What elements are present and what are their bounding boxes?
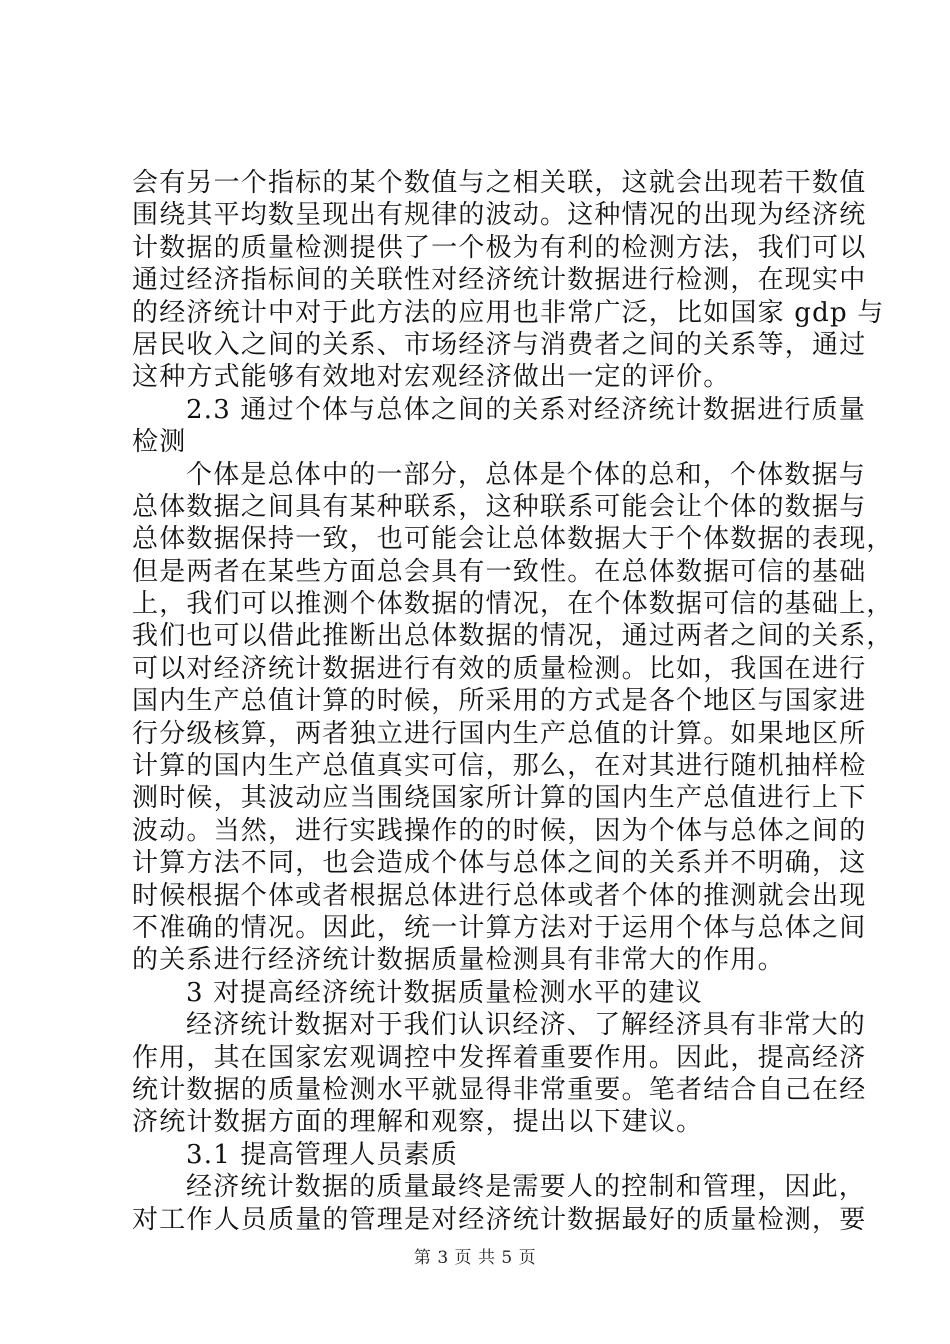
text-line: 不准确的情况。因此，统一计算方法对于运用个体与总体之间 — [132, 912, 867, 943]
text-line: 的关系进行经济统计数据质量检测具有非常大的作用。 — [132, 945, 785, 976]
page-footer — [0, 1243, 950, 1268]
text-line: 通过经济指标间的关联性对经济统计数据进行检测，在现实中 — [132, 265, 867, 296]
text-line: 可以对经济统计数据进行有效的质量检测。比如，我国在进行 — [132, 653, 867, 684]
text-line: 会有另一个指标的某个数值与之相关联，这就会出现若干数值 — [132, 168, 867, 198]
text-line: 但是两者在某些方面总会具有一致性。在总体数据可信的基础 — [132, 556, 867, 587]
text-line: 计数据的质量检测提供了一个极为有利的检测方法，我们可以 — [132, 232, 867, 263]
section-heading-2-3-cont: 检测 — [132, 427, 187, 458]
text-line: 总体数据保持一致，也可能会让总体数据大于个体数据的表现， — [132, 524, 894, 555]
text-line: 波动。当然，进行实践操作的的时候，因为个体与总体之间的 — [132, 815, 867, 846]
text-line: 围绕其平均数呈现出有规律的波动。这种情况的出现为经济统 — [132, 200, 867, 231]
text-line: 经济统计数据对于我们认识经济、了解经济具有非常大的 — [186, 1010, 867, 1041]
document-body — [132, 167, 894, 1236]
text-line: 经济统计数据的质量最终是需要人的控制和管理，因此， — [186, 1172, 867, 1203]
text-line: 行分级核算，两者独立进行国内生产总值的计算。如果地区所 — [132, 718, 867, 749]
text-line: 统计数据的质量检测水平就显得非常重要。笔者结合自己在经 — [132, 1074, 867, 1105]
page-number-label: 第 3 页 共 5 页 — [413, 1248, 537, 1268]
text-line: 我们也可以借此推断出总体数据的情况，通过两者之间的关系， — [132, 621, 894, 652]
text-line: 时候根据个体或者根据总体进行总体或者个体的推测就会出现 — [132, 880, 867, 911]
text-line: 的经济统计中对于此方法的应用也非常广泛，比如国家 gdp 与 — [132, 297, 885, 328]
text-line: 国内生产总值计算的时候，所采用的方式是各个地区与国家进 — [132, 686, 867, 717]
text-line: 上，我们可以推测个体数据的情况，在个体数据可信的基础上， — [132, 589, 894, 620]
text-line: 个体是总体中的一部分，总体是个体的总和，个体数据与 — [186, 459, 867, 490]
section-heading-3: 3 对提高经济统计数据质量检测水平的建议 — [186, 977, 703, 1008]
text-line: 济统计数据方面的理解和观察，提出以下建议。 — [132, 1107, 704, 1138]
text-line: 作用，其在国家宏观调控中发挥着重要作用。因此，提高经济 — [132, 1042, 867, 1073]
text-line: 这种方式能够有效地对宏观经济做出一定的评价。 — [132, 362, 731, 393]
text-line: 计算方法不同，也会造成个体与总体之间的关系并不明确，这 — [132, 848, 867, 879]
section-heading-3-1: 3.1 提高管理人员素质 — [186, 1139, 459, 1170]
section-heading-2-3: 2.3 通过个体与总体之间的关系对经济统计数据进行质量 — [186, 394, 867, 425]
text-line: 计算的国内生产总值真实可信，那么，在对其进行随机抽样检 — [132, 751, 867, 782]
text-line: 对工作人员质量的管理是对经济统计数据最好的质量检测，要 — [132, 1204, 867, 1235]
text-line: 测时候，其波动应当围绕国家所计算的国内生产总值进行上下 — [132, 783, 867, 814]
text-line: 总体数据之间具有某种联系，这种联系可能会让个体的数据与 — [132, 491, 867, 522]
text-line: 居民收入之间的关系、市场经济与消费者之间的关系等，通过 — [132, 329, 867, 360]
